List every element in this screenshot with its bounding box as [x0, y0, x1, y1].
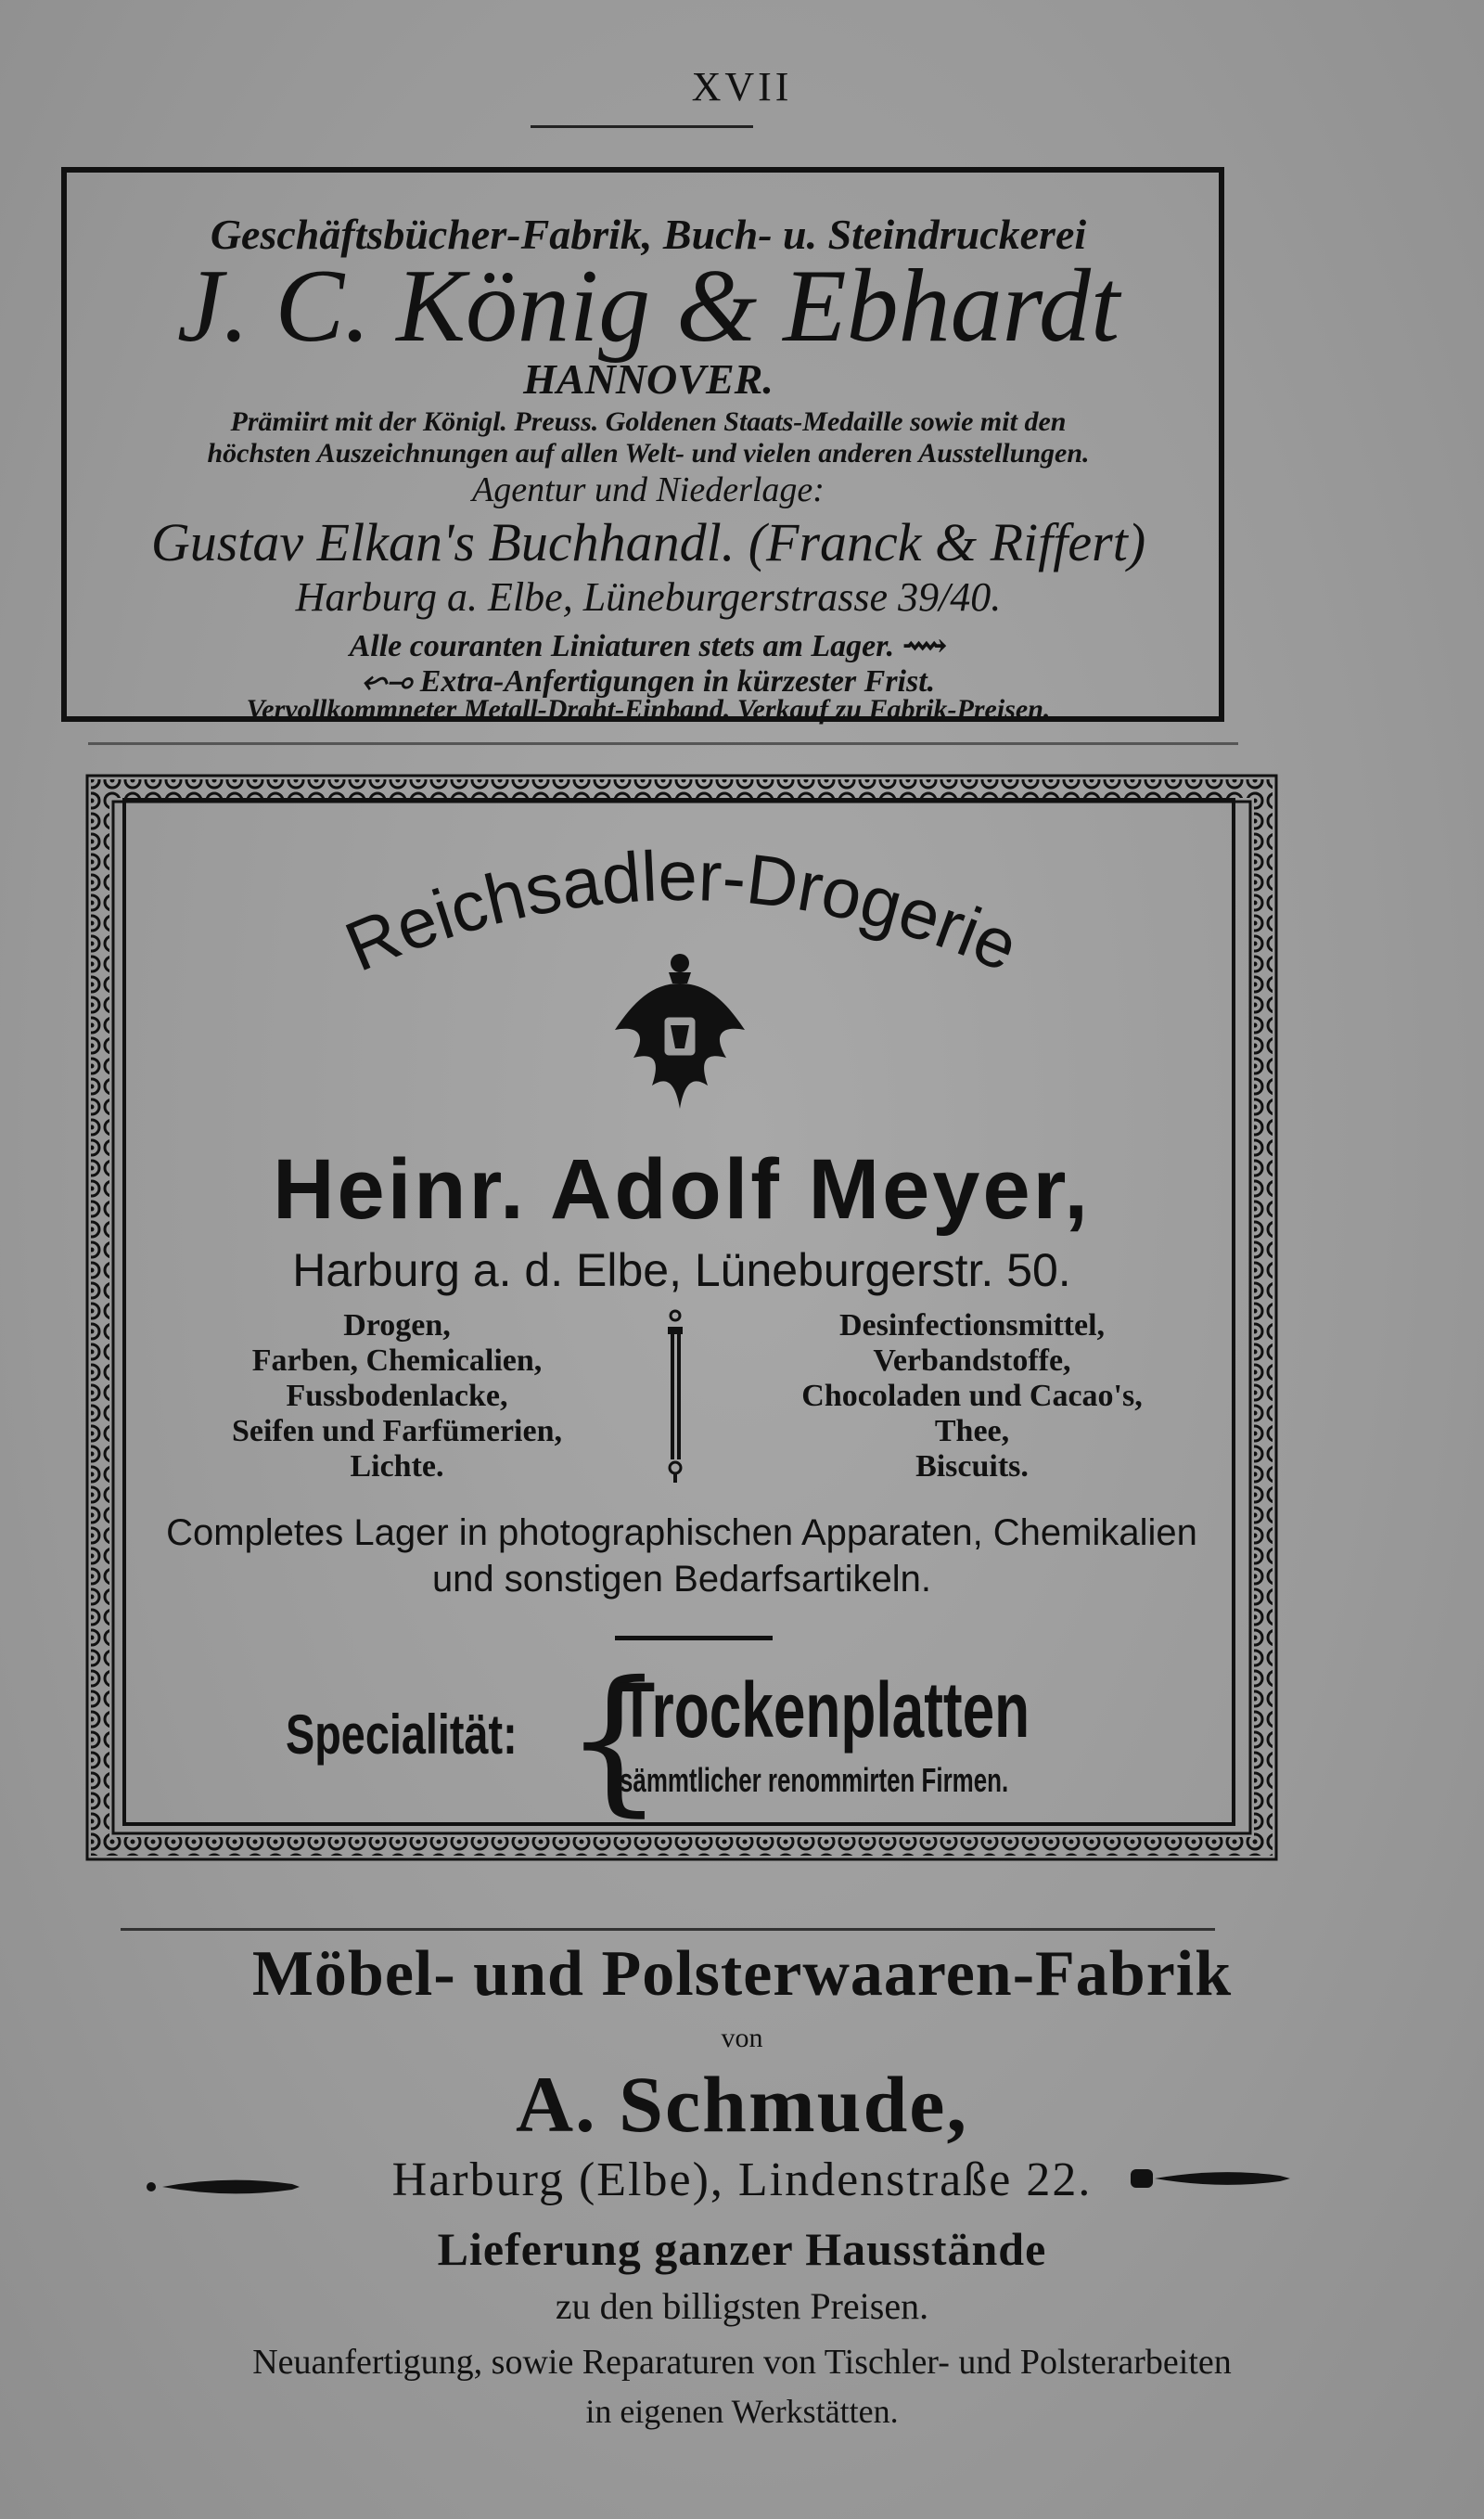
- ad-drogerie-special-item: Trockenplatten: [620, 1666, 1030, 1754]
- ad-koenig-award-line2: höchsten Auszeichnungen auf allen Welt- und vielen anderen Ausstellungen.: [207, 438, 1090, 469]
- ad-drogerie-arc-text: Reichsadler-Drogerie: [334, 836, 1030, 987]
- ad-koenig-binding-line: Vervollkommneter Metall-Draht-Einband. Verkauf zu Fabrik-Preisen.: [246, 694, 1051, 725]
- ad-drogerie-rule: [615, 1636, 773, 1640]
- ad-schmude-von: von: [721, 2023, 763, 2053]
- advertisement-koenig-ebhardt: [61, 167, 1224, 725]
- ad-koenig-stock-text: Alle couranten Liniaturen stets am Lager.: [349, 629, 895, 663]
- ad-drogerie-special-sub: sämmtlicher renommirten Firmen.: [620, 1761, 1009, 1799]
- page-number: XVII: [691, 64, 793, 109]
- ad-drogerie-address: Harburg a. d. Elbe, Lüneburgerstr. 50.: [292, 1244, 1071, 1296]
- ad-koenig-heading: Geschäftsbücher-Fabrik, Buch- u. Steindruckerei: [210, 211, 1087, 258]
- list-item: Fussbodenlacke,: [286, 1379, 508, 1413]
- list-item: Farben, Chemicalien,: [251, 1343, 543, 1378]
- list-item: Chocoladen und Cacao's,: [801, 1379, 1143, 1413]
- separator-rule: [88, 742, 1238, 745]
- ornament-right-icon: [1127, 2160, 1294, 2197]
- list-item: Lichte.: [350, 1449, 444, 1484]
- ad-koenig-stock-line: [67, 627, 1230, 664]
- ad-schmude-address: Harburg (Elbe), Lindenstraße 22.: [391, 2153, 1093, 2206]
- ad-schmude-workshops: in eigenen Werkstätten.: [585, 2393, 899, 2430]
- ad-schmude-prices: zu den billigsten Preisen.: [555, 2285, 929, 2327]
- imperial-eagle-icon: [596, 946, 763, 1123]
- list-item: Biscuits.: [915, 1449, 1029, 1484]
- ad-koenig-city: HANNOVER.: [523, 355, 774, 403]
- advertisement-reichsadler-drogerie: [82, 770, 1282, 1865]
- pen-divider-icon: [657, 1308, 694, 1484]
- ad-drogerie-owner: Heinr. Adolf Meyer,: [273, 1142, 1091, 1237]
- ad-schmude-name: A. Schmude,: [516, 2060, 968, 2149]
- list-item: Thee,: [934, 1414, 1010, 1448]
- ad-schmude-delivery: Lieferung ganzer Hausstände: [437, 2223, 1047, 2275]
- brace-icon: {: [564, 1648, 665, 1831]
- ad-schmude-heading: Möbel- und Polsterwaaren-Fabrik: [251, 1938, 1233, 2010]
- list-item: Drogen,: [343, 1308, 451, 1343]
- page-number-rule: [531, 125, 753, 128]
- list-item: Desinfectionsmittel,: [838, 1308, 1106, 1343]
- ad-drogerie-complete-line2: und sonstigen Bedarfsartikeln.: [431, 1559, 932, 1600]
- list-item: Verbandstoffe,: [873, 1343, 1071, 1378]
- ad-drogerie-special-label: Specialität:: [286, 1703, 518, 1766]
- ad-drogerie-left-list: [156, 1308, 638, 1484]
- ad-koenig-agency-label: Agentur und Niederlage:: [472, 470, 825, 509]
- ad-koenig-award-line1: Prämiirt mit der Königl. Preuss. Goldenen Staats-Medaille sowie mit den: [230, 406, 1067, 437]
- ad-koenig-company: J. C. König & Ebhardt: [176, 249, 1120, 364]
- ad-koenig-agent: Gustav Elkan's Buchhandl. (Franck & Riffert): [150, 512, 1146, 572]
- ad-drogerie-right-list: [731, 1308, 1213, 1484]
- separator-rule: [121, 1928, 1215, 1931]
- ad-koenig-agent-address: Harburg a. Elbe, Lüneburgerstrasse 39/40.: [295, 574, 1002, 620]
- ornament-arrow-icon: ⬿⊸: [361, 664, 420, 699]
- ad-drogerie-complete-line1: Completes Lager in photographischen Apparaten, Chemikalien: [166, 1512, 1197, 1553]
- ornament-arrow-icon: ⟿: [902, 629, 948, 663]
- ad-schmude-services: Neuanfertigung, sowie Reparaturen von Tischler- und Polsterarbeiten: [252, 2343, 1232, 2382]
- list-item: Seifen und Farfümerien,: [231, 1414, 563, 1448]
- ad-koenig-extra-text: Extra-Anfertigungen in kürzester Frist.: [419, 664, 936, 699]
